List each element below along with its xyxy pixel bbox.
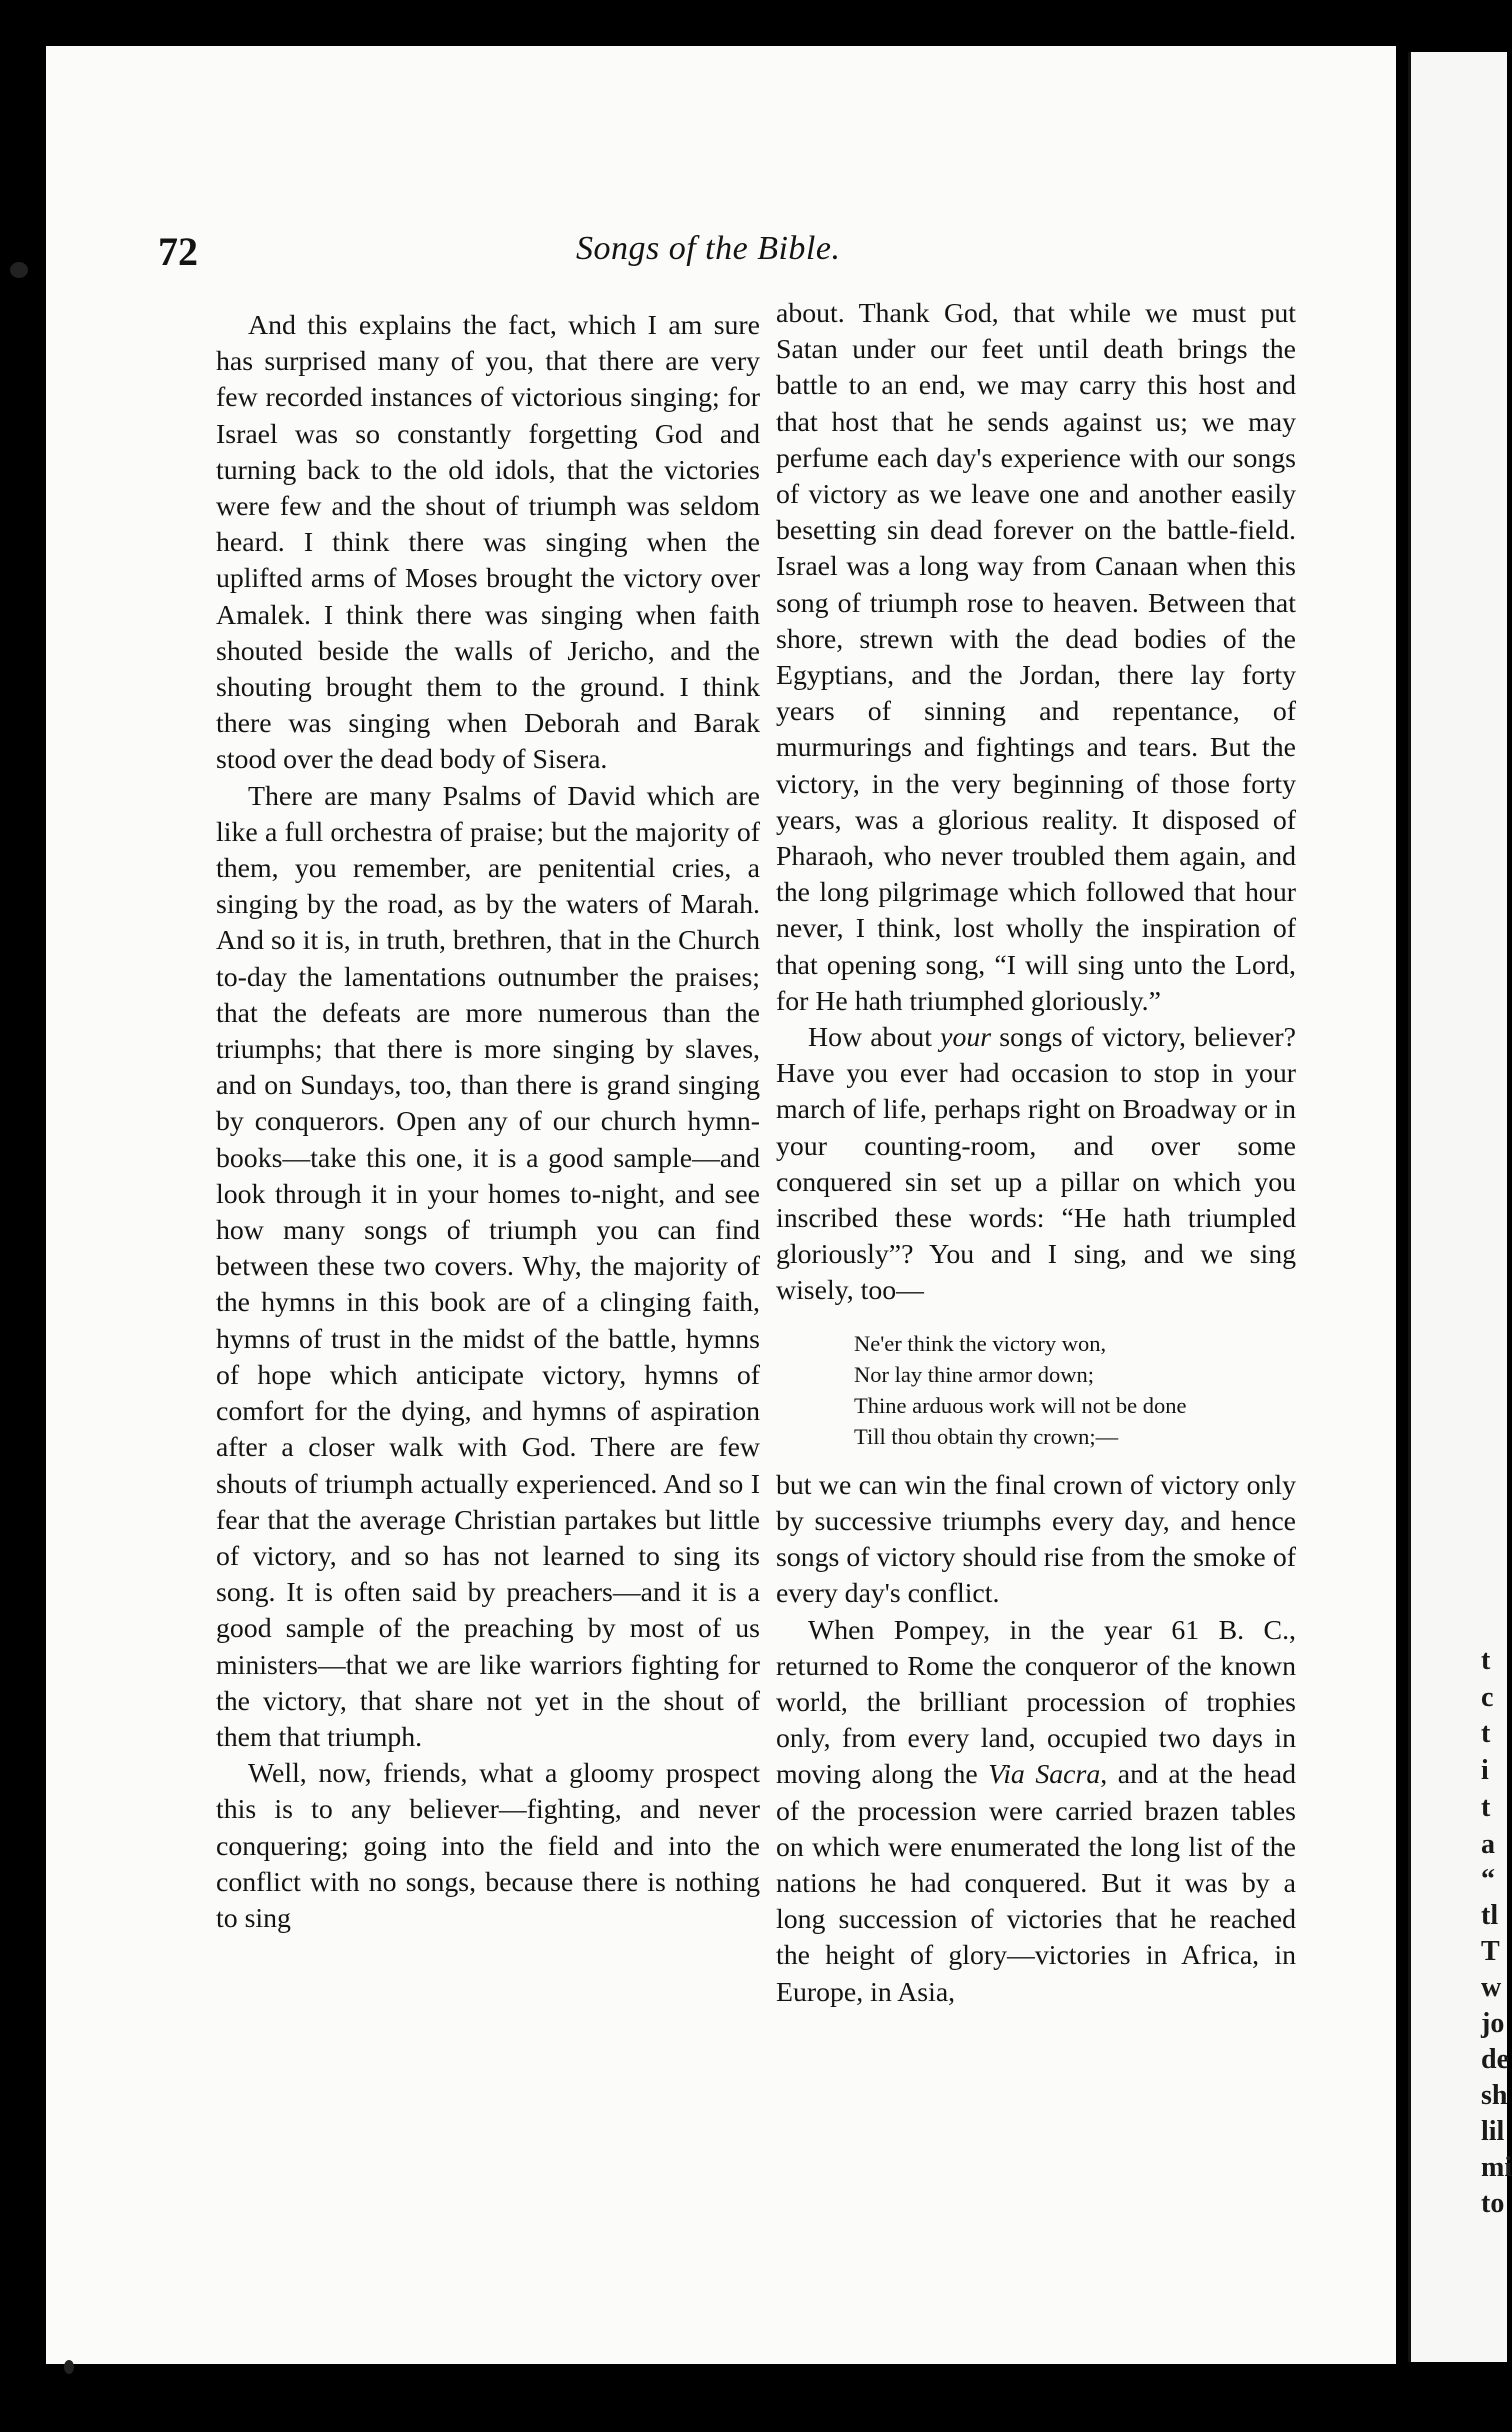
paragraph (776, 1613, 1296, 2011)
page-fragment: i (1481, 1755, 1489, 1786)
page-number: 72 (158, 229, 198, 274)
page-fragment: de (1481, 2044, 1509, 2075)
page-fragment: “ (1481, 1864, 1495, 1895)
page-fragment: lil (1481, 2116, 1505, 2147)
paragraph: There are many Psalms of David which are like a full orchestra of praise; but the majority of them, you remember, are penitential cries, a singing by the road, as by the waters of Marah. And so it is, in truth, brethren, that in the Church to-day the lamentations outnumber the praises; that the defeats are more numerous than the triumphs; that there is more singing by slaves, and on Sundays, too, than there is grand singing by conquerors. Open any of our church hymn-books—take this one, it is a good sample—and look through it in your homes to-night, and see how many songs of triumph you can find between these two covers. Why, the majority of the hymns in this book are of a clinging faith, hymns of trust in the midst of the battle, hymns of hope which anticipate victory, hymns of comfort for the dying, and hymns of aspiration after a closer walk with God. There are few shouts of triumph actually experienced. And so I fear that the average Christian partakes but little of victory, and so has not learned to sing its song. It is often said by preachers—and it is a good sample of the preaching by most of us ministers—that we are like warriors fighting for the victory, that share not yet in the shout of them that triumph. (216, 780, 760, 1753)
poem-line: Thine arduous work will not be done (854, 1392, 1187, 1418)
poem-quote (854, 1328, 1296, 1452)
poem-line: Till thou obtain thy crown;— (854, 1423, 1119, 1449)
left-column (216, 308, 760, 1937)
poem-line: Nor lay thine armor down; (854, 1361, 1094, 1387)
paragraph: And this explains the fact, which I am sure has surprised many of you, that there are very few recorded instances of victorious singing; for Israel was so constantly forgetting God and turning back to the old idols, that the victories were few and the shout of triumph was seldom heard. I think there was singing when the uplifted arms of Moses brought the victory over Amalek. I think there was singing when faith shouted beside the walls of Jericho, and the shouting brought them to the ground. I think there was singing when Deborah and Barak stood over the dead body of Sisera. (216, 310, 760, 776)
paragraph: about. Thank God, that while we must put Satan under our feet until death brings the battle to an end, we may carry this host and that host that he sends against us; we may perfume each day's experience with our songs of victory as we leave one and another easily besetting sin dead forever on the battle-field. Israel was a long way from Canaan when this song of triumph rose to heaven. Between that shore, strewn with the dead bodies of the Egyptians, and the Jordan, there lay forty years of sinning and repentance, of murmurings and fightings and tears. But the victory, in the very beginning of those forty years, was a glorious reality. It disposed of Pharaoh, who never troubled them again, and the long pilgrimage which followed that hour never, I think, lost wholly the inspiration of that opening song, “I will sing unto the Lord, for He hath triumphed gloriously.” (776, 298, 1296, 1017)
paragraph-text: songs of victory, believer? Have you ever had occasion to stop in your march of life, perhaps right on Broadway or in your counting-room, and over some conquered sin set up a pillar on which you inscribed these words: “He hath triumpled gloriously”? You and I sing, and we sing wisely, too— (776, 1022, 1297, 1307)
scanned-page (46, 46, 1396, 2364)
adjacent-page-edge (1408, 52, 1512, 2362)
page-fragment: t (1481, 1718, 1491, 1749)
scan-speck (64, 2360, 74, 2374)
page-fragment: mi (1481, 2152, 1512, 2183)
page-fragment: tl (1481, 1900, 1499, 1931)
page-header (46, 222, 1396, 272)
page-fragment: T (1481, 1936, 1500, 1967)
paragraph-text: When Pompey, in the year 61 B. C., returned to Rome the conqueror of the known world, the brilliant procession of trophies only, from every land, occupied two days in moving along the (776, 1614, 1296, 1791)
page-fragment: w (1481, 1972, 1502, 2003)
emphasis: your (940, 1022, 992, 1054)
paragraph (776, 1020, 1296, 1310)
page-fragment: c (1481, 1682, 1494, 1713)
page-fragment: jo (1481, 2008, 1505, 2039)
page-fragment: a (1481, 1829, 1495, 1860)
page-fragment: t (1481, 1645, 1491, 1676)
page-fragment: t (1481, 1792, 1491, 1823)
paragraph: Well, now, friends, what a gloomy prospect this is to any believer—fighting, and never conquering; going into the field and into the conflict with no songs, because there is nothing to sing (216, 1758, 760, 1934)
paragraph: but we can win the final crown of victory only by successive triumphs every day, and hence songs of victory should rise from the smoke of every day's conflict. (776, 1469, 1296, 1610)
page-fragment: sh (1481, 2080, 1508, 2111)
running-title: Songs of the Bible. (576, 230, 841, 267)
scan-speck (10, 262, 28, 278)
paragraph-text: , and at the head of the procession were carried brazen tables on which were enumerated the long list of the nations he had conquered. But it was by a long succession of victories that he reached the height of glory—victories in Africa, in Europe, in Asia, (776, 1759, 1296, 2008)
emphasis: Via Sacra (988, 1759, 1101, 1791)
poem-line: Ne'er think the victory won, (854, 1330, 1107, 1356)
page-fragment: to (1481, 2188, 1505, 2219)
paragraph-text: How about (808, 1022, 941, 1054)
right-column (776, 296, 1296, 2011)
